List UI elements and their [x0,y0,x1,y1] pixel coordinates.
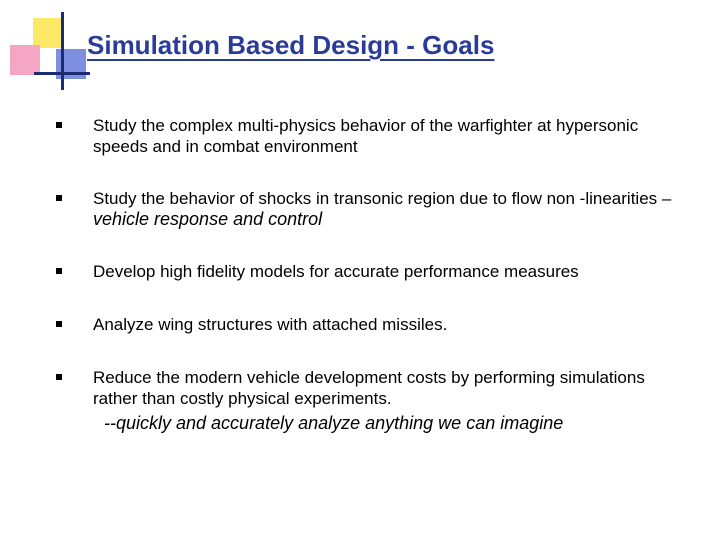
square-bullet-icon [56,195,62,201]
bullet-text-2-italic: vehicle response and control [93,209,323,229]
bullet-text-1: Study the complex multi-physics behavior of the warfighter at hypersonic speeds and in combat environment [93,116,639,156]
logo-vertical-line [61,12,64,90]
bullet-text-4: Analyze wing structures with attached missiles. [93,315,448,334]
bullet-text-5: Reduce the modern vehicle development costs by performing simulations rather than costly physical experiments. [93,368,645,408]
slide-title: Simulation Based Design - Goals [87,30,495,60]
bullet-text-2-plain: Study the behavior of shocks in transonic region due to flow non -linearities – [93,189,672,208]
logo-pink-square [10,45,40,75]
bullet-text-3: Develop high fidelity models for accurate performance measures [93,262,579,281]
square-bullet-icon [56,268,62,274]
corner-logo-graphic [0,0,90,90]
closing-note: --quickly and accurately analyze anything we can imagine [104,413,564,433]
square-bullet-icon [56,374,62,380]
logo-yellow-square [33,18,63,48]
logo-horizontal-line [34,72,90,75]
square-bullet-icon [56,321,62,327]
bullet-text-2 [93,188,693,230]
square-bullet-icon [56,122,62,128]
